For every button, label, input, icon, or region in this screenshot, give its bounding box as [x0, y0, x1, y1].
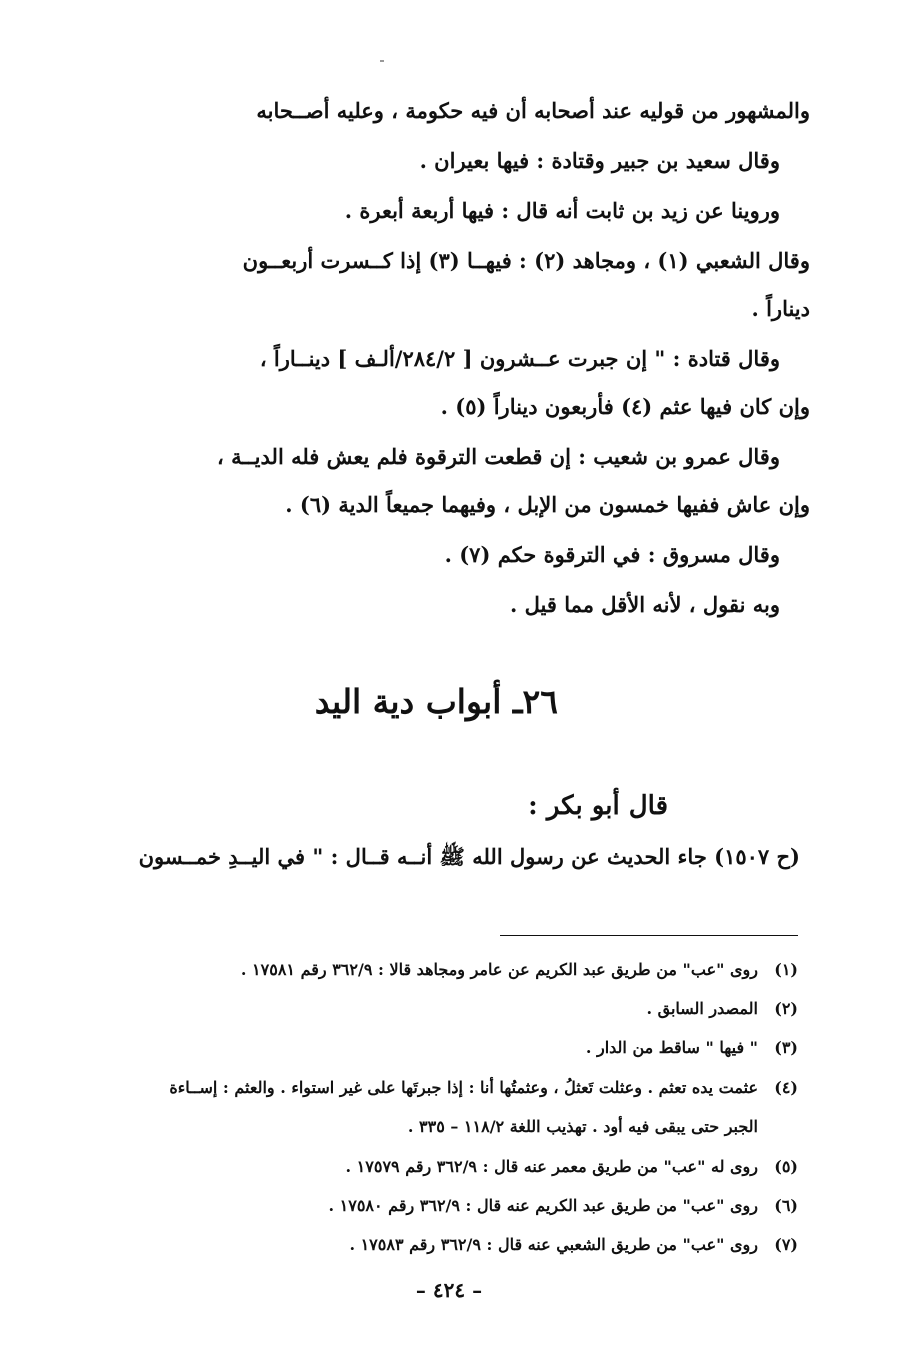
section-subheading: قال أبو بكر : [528, 791, 668, 821]
body-line-8: وقال عمرو بن شعيب : إن قطعت الترقوة فلم يعش فله الديــة ، [217, 444, 780, 469]
footnote-text: روى "عب" من طريق عبد الكريم عنه قال : ٣٦٢/٩ رقم ١٧٥٨٠ . [328, 1196, 758, 1215]
footnote-text: روى "عب" من طريق الشعبي عنه قال : ٣٦٢/٩ رقم ١٧٥٨٣ . [349, 1235, 758, 1254]
hadith-line: (ح ١٥٠٧) جاء الحديث عن رسول الله ﷺ أنــه قــال : " في اليــدِ خمــسون [138, 844, 800, 869]
chapter-heading: ٢٦ـ أبواب دية اليد [314, 682, 558, 721]
footnote-number: (١) [774, 960, 798, 979]
footnote-text: " فيها " ساقط من الدار . [585, 1038, 758, 1057]
footnote-4-continuation: الجبر حتى يبقى فيه أود . تهذيب اللغة ١١٨/٢ – ٣٣٥ . [407, 1117, 758, 1136]
footnote-6 [328, 1193, 798, 1219]
footnote-text: روى له "عب" من طريق معمر عنه قال : ٣٦٢/٩ رقم ١٧٥٧٩ . [345, 1157, 758, 1176]
footnote-separator [500, 935, 798, 936]
footnote-number: (٧) [774, 1235, 798, 1254]
body-line-5: ديناراً . [751, 296, 810, 321]
body-line-11: وبه نقول ، لأنه الأقل مما قيل . [510, 592, 780, 617]
body-line-10: وقال مسروق : في الترقوة حكم (٧) . [444, 542, 780, 567]
body-line-6: وقال قتادة : " إن جبرت عــشرون [ ٢٨٤/٢/ألـف ] دينــاراً ، [259, 346, 780, 371]
body-line-7: وإن كان فيها عثم (٤) فأربعون ديناراً (٥) . [440, 394, 810, 419]
footnote-number: (٣) [774, 1038, 798, 1057]
footnote-number: (٤) [774, 1078, 798, 1097]
body-line-9: وإن عاش ففيها خمسون من الإبل ، وفيهما جميعاً الدية (٦) . [285, 492, 810, 517]
footnote-text: المصدر السابق . [646, 999, 758, 1018]
footnote-text: روى "عب" من طريق عبد الكريم عن عامر ومجاهد قالا : ٣٦٢/٩ رقم ١٧٥٨١ . [240, 960, 758, 979]
footnote-3 [586, 1035, 798, 1061]
body-line-2: وقال سعيد بن جبير وقتادة : فيها بعيران . [419, 148, 780, 173]
footnote-1 [241, 957, 798, 983]
body-line-1: والمشهور من قوليه عند أصحابه أن فيه حكومة ، وعليه أصــحابه [256, 98, 810, 123]
scan-speck [380, 60, 384, 62]
footnote-number: (٢) [774, 999, 798, 1018]
footnote-number: (٥) [774, 1157, 798, 1176]
footnote-5 [346, 1154, 798, 1180]
footnote-2 [646, 996, 798, 1022]
footnote-4 [169, 1075, 798, 1101]
footnote-7 [349, 1232, 798, 1258]
body-line-4: وقال الشعبي (١) ، ومجاهد (٢) : فيهــا (٣) إذا كــسرت أربعــون [242, 248, 810, 273]
footnote-number: (٦) [774, 1196, 798, 1215]
body-line-3: وروينا عن زيد بن ثابت أنه قال : فيها أربعة أبعرة . [344, 198, 780, 223]
footnote-text: عثمت يده تعثم . وعثلت تَعثلُ ، وعثمتُها أنا : إذا جبرتَها على غير استواء . والعثم : إســاءة [169, 1078, 758, 1097]
page-number: – ٤٢٤ – [415, 1278, 483, 1302]
